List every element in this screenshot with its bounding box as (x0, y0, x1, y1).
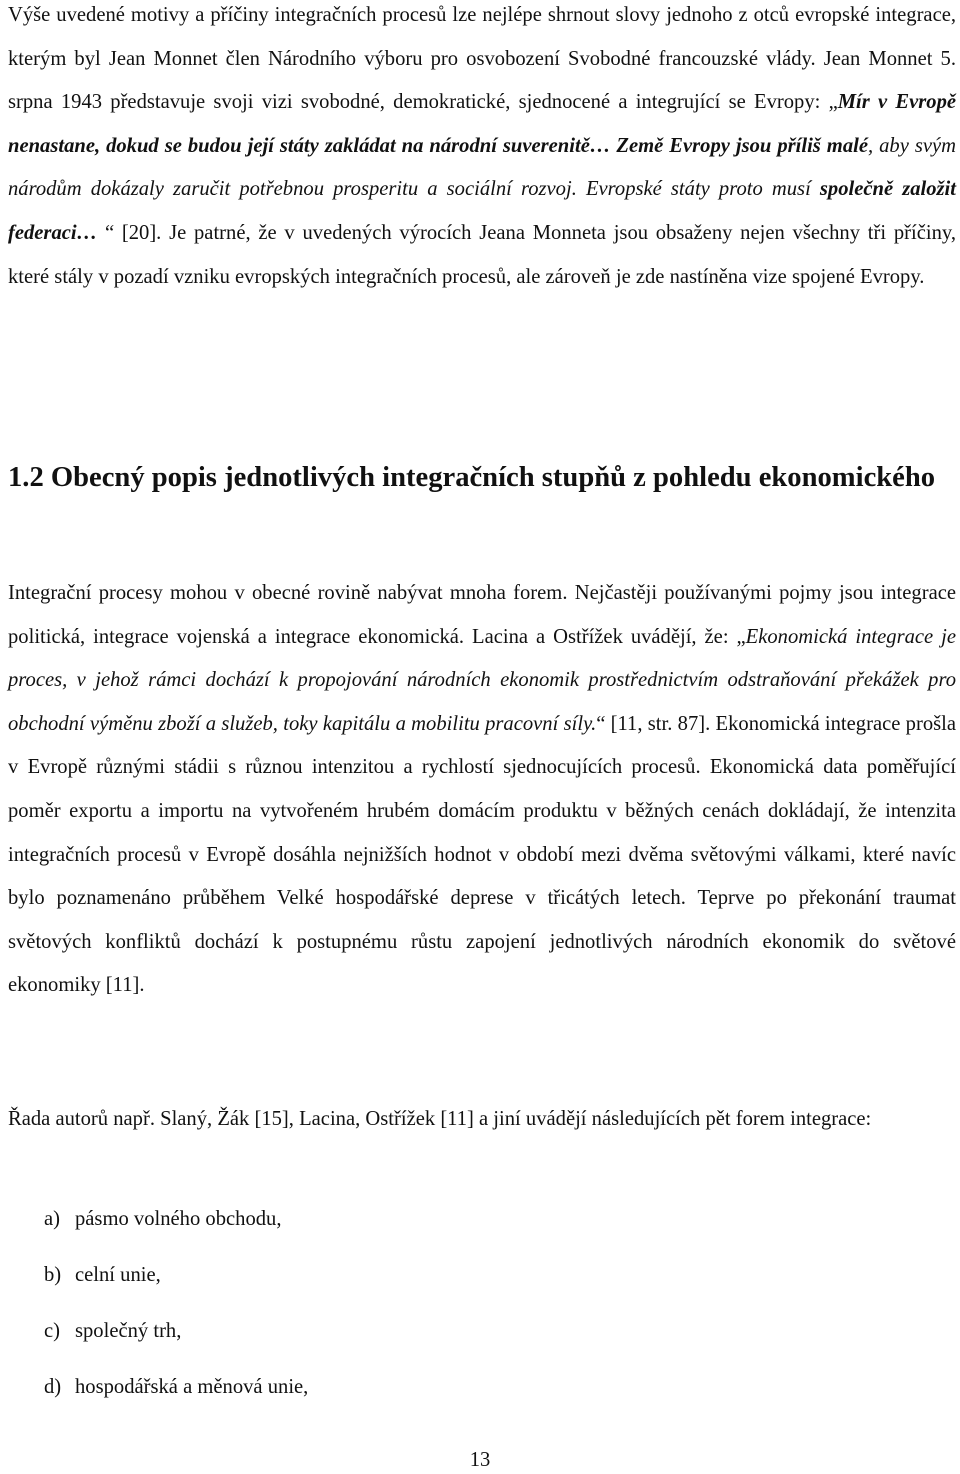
integration-forms-list (44, 1198, 308, 1422)
list-marker: d) (44, 1376, 62, 1398)
paragraph-integration (8, 572, 956, 1008)
quote-bold: Mír v Evropě nenastane, dokud se budou její státy zakládat na národní suverenitě… (8, 91, 957, 157)
quote-bold: Země Evropy jsou příliš malé (616, 134, 868, 157)
list-item (44, 1310, 308, 1366)
list-marker: c) (44, 1320, 60, 1342)
list-marker: b) (44, 1264, 62, 1286)
list-item-text: celní unie, (75, 1264, 161, 1286)
quote-italic: , aby svým národům dokázaly zaručit potřebnou prosperitu a sociální rozvoj. Evropské státy proto musí (8, 134, 956, 201)
section-heading: 1.2 Obecný popis jednotlivých integračních stupňů z pohledu ekonomického (8, 462, 936, 493)
paragraph-text: Integrační procesy mohou v obecné rovině nabývat mnoha forem. Nejčastěji používanými pojmy jsou integrace politická, integrace vojenská a integrace ekonomická. Lacina a Ostřížek uvádějí, že: „ (8, 582, 956, 648)
list-item-text: hospodářská a měnová unie, (75, 1376, 309, 1398)
quote-bold: společně založit federaci… (8, 178, 957, 244)
list-item-text: pásmo volného obchodu, (75, 1208, 282, 1230)
paragraph-text: “ [20]. Je patrné, že v uvedených výrocích Jeana Monneta jsou obsaženy nejen všechny tři příčiny, které stály v pozadí vzniku evropských integračních procesů, ale zároveň je zde nastíněna vize spojené Evropy. (8, 221, 956, 288)
quote-italic: Ekonomická integrace je proces, v jehož rámci dochází k propojování národních ekonomik prostřednictvím odstraňování překážek pro obchodní výměnu zboží a služeb, toky kapitálu a mobilitu pracovní síly. (8, 625, 956, 735)
list-item-text: společný trh, (75, 1320, 182, 1342)
list-item (44, 1366, 308, 1422)
list-item (44, 1198, 308, 1254)
paragraph-text: Výše uvedené motivy a příčiny integračních procesů lze nejlépe shrnout slovy jednoho z otců evropské integrace, kterým byl Jean Monnet člen Národního výboru pro osvobození Svobodné francouzské vlády. Jean Monnet 5. srpna 1943 představuje svoji vizi svobodné, demokratické, sjednocené a integrující se Evropy: „ (8, 4, 956, 114)
paragraph-monnet (8, 0, 956, 299)
paragraph-forms: Řada autorů např. Slaný, Žák [15], Lacina, Ostřížek [11] a jiní uvádějí následujících pět forem integrace: (8, 1108, 872, 1130)
page-number: 13 (469, 1449, 491, 1471)
list-item (44, 1254, 308, 1310)
list-marker: a) (44, 1208, 60, 1230)
paragraph-text: “ [11, str. 87]. Ekonomická integrace prošla v Evropě různými stádii s různou intenzitou a rychlostí sjednocujících procesů. Ekonomická data poměřující poměr exportu a importu na vytvořeném hrubém domácím produktu v běžných cenách dokládají, že intenzita integračních procesů v Evropě dosáhla nejnižších hodnot v období mezi dvěma světovými válkami, které navíc bylo poznamenáno průběhem Velké hospodářské deprese v třicátých letech. Teprve po překonání traumat světových konfliktů dochází k postupnému růstu zapojení jednotlivých národních ekonomik do světové ekonomiky [11]. (8, 712, 956, 997)
